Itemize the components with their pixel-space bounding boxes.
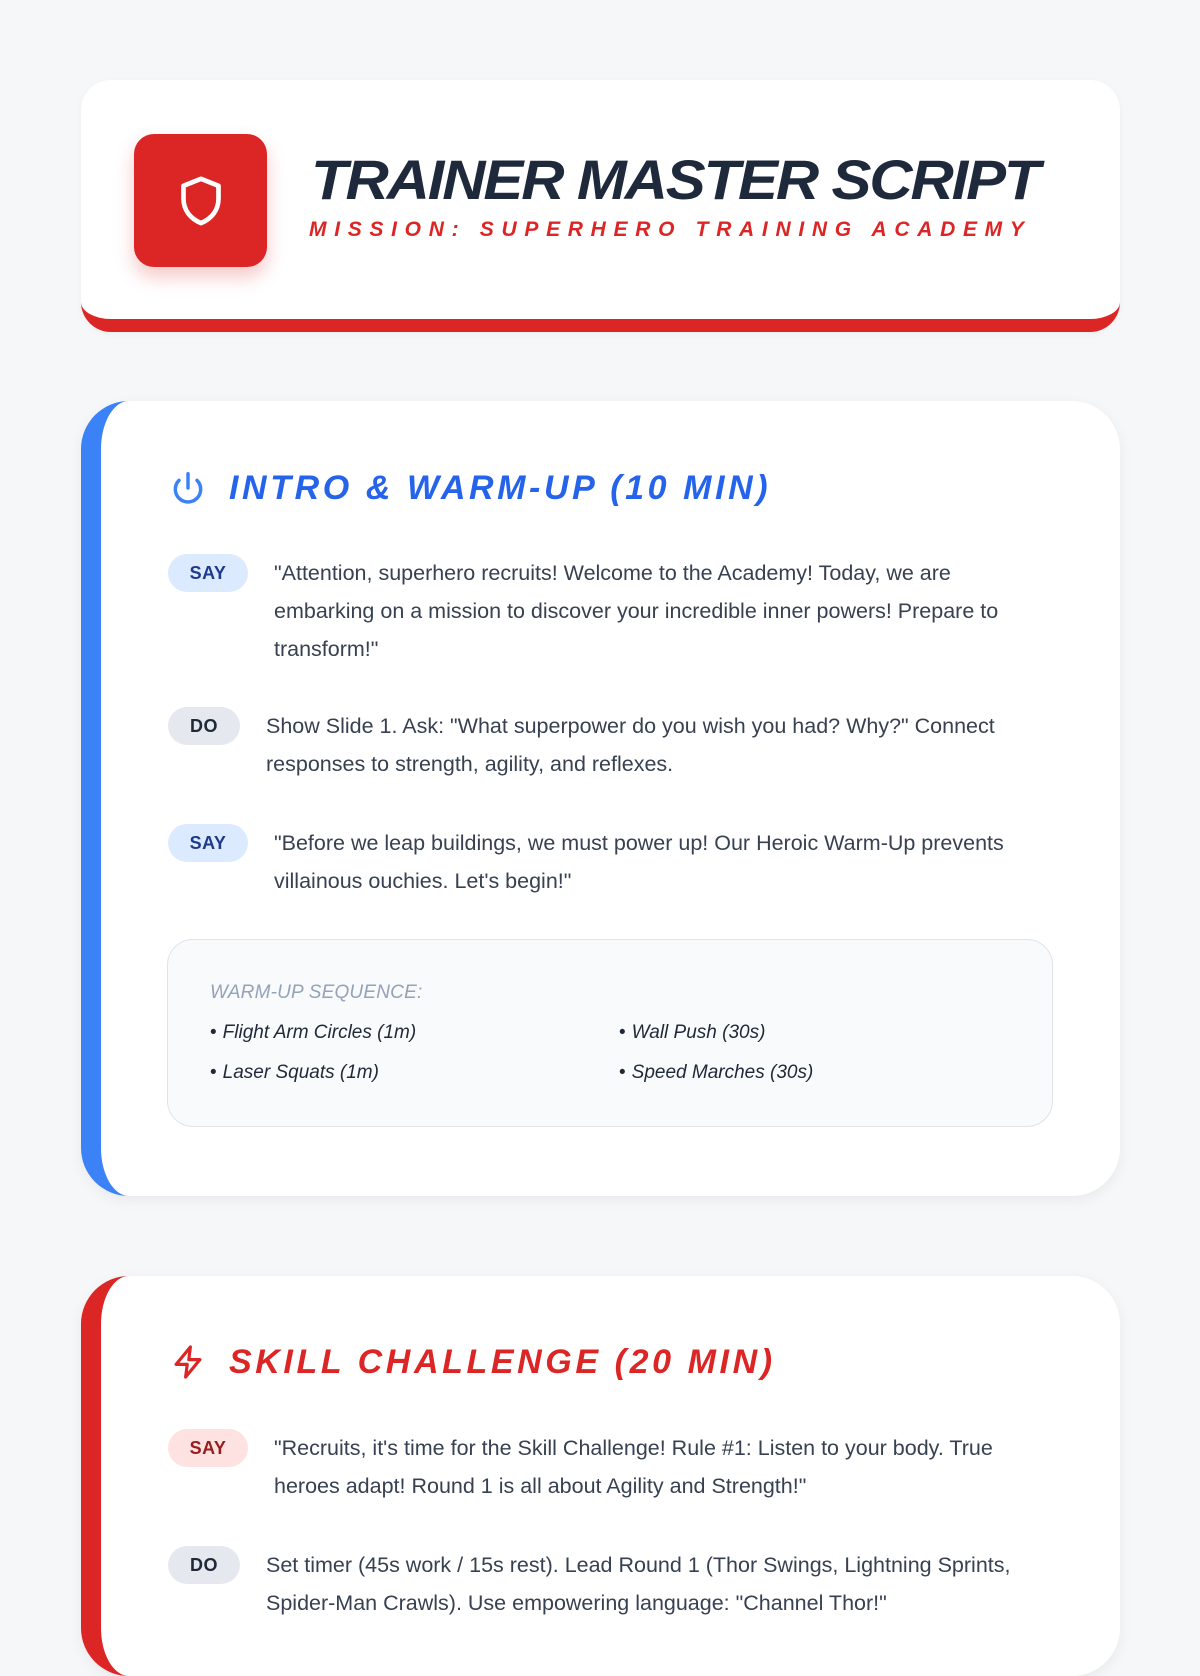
section-header xyxy=(169,469,771,507)
section-title: INTRO & WARM-UP (10 MIN) xyxy=(229,469,772,507)
header-card xyxy=(81,80,1120,332)
page-title: TRAINER MASTER SCRIPT xyxy=(311,148,1039,211)
bullet-icon: • xyxy=(210,1062,217,1083)
entry-text: "Before we leap buildings, we must power up! Our Heroic Warm-Up prevents villainous ouchies. Let's begin!" xyxy=(274,831,1004,893)
script-entry xyxy=(168,824,1053,900)
entry-text: "Attention, superhero recruits! Welcome to the Academy! Today, we are embarking on a mission to discover your incredible inner powers! Prepare to transform!" xyxy=(274,561,999,661)
sequence-item: • Laser Squats (1m) xyxy=(210,1062,379,1083)
section-title: SKILL CHALLENGE (20 MIN) xyxy=(229,1343,776,1381)
shield-icon xyxy=(173,169,229,233)
script-entry xyxy=(168,1546,1053,1622)
say-badge: SAY xyxy=(168,554,248,592)
power-icon xyxy=(169,469,207,507)
bullet-icon: • xyxy=(619,1022,626,1043)
warmup-sequence-box xyxy=(167,939,1053,1127)
entry-text: "Recruits, it's time for the Skill Challenge! Rule #1: Listen to your body. True heroes adapt! Round 1 is all about Agility and Strength!" xyxy=(274,1436,993,1498)
do-badge: DO xyxy=(168,1546,240,1584)
bullet-icon: • xyxy=(210,1022,217,1043)
sequence-item: • Wall Push (30s) xyxy=(619,1022,766,1043)
script-entry xyxy=(168,707,1053,783)
logo xyxy=(134,134,267,267)
section-skill-challenge xyxy=(81,1276,1120,1676)
do-badge: DO xyxy=(168,707,240,745)
sequence-item: • Flight Arm Circles (1m) xyxy=(210,1022,417,1043)
page-subtitle: MISSION: SUPERHERO TRAINING ACADEMY xyxy=(309,218,1032,241)
sequence-label: WARM-UP SEQUENCE: xyxy=(210,982,423,1003)
sequence-item: • Speed Marches (30s) xyxy=(619,1062,814,1083)
lightning-icon xyxy=(169,1343,207,1381)
script-entry xyxy=(168,1429,1053,1505)
say-badge: SAY xyxy=(168,1429,248,1467)
script-entry xyxy=(168,554,1053,668)
entry-text: Set timer (45s work / 15s rest). Lead Round 1 (Thor Swings, Lightning Sprints, Spider-Man Crawls). Use empowering language: "Channel Thor!" xyxy=(266,1553,1011,1615)
section-intro-warmup xyxy=(81,401,1120,1196)
say-badge: SAY xyxy=(168,824,248,862)
section-header xyxy=(169,1343,776,1381)
bullet-icon: • xyxy=(619,1062,626,1083)
entry-text: Show Slide 1. Ask: "What superpower do you wish you had? Why?" Connect responses to strength, agility, and reflexes. xyxy=(266,714,995,776)
